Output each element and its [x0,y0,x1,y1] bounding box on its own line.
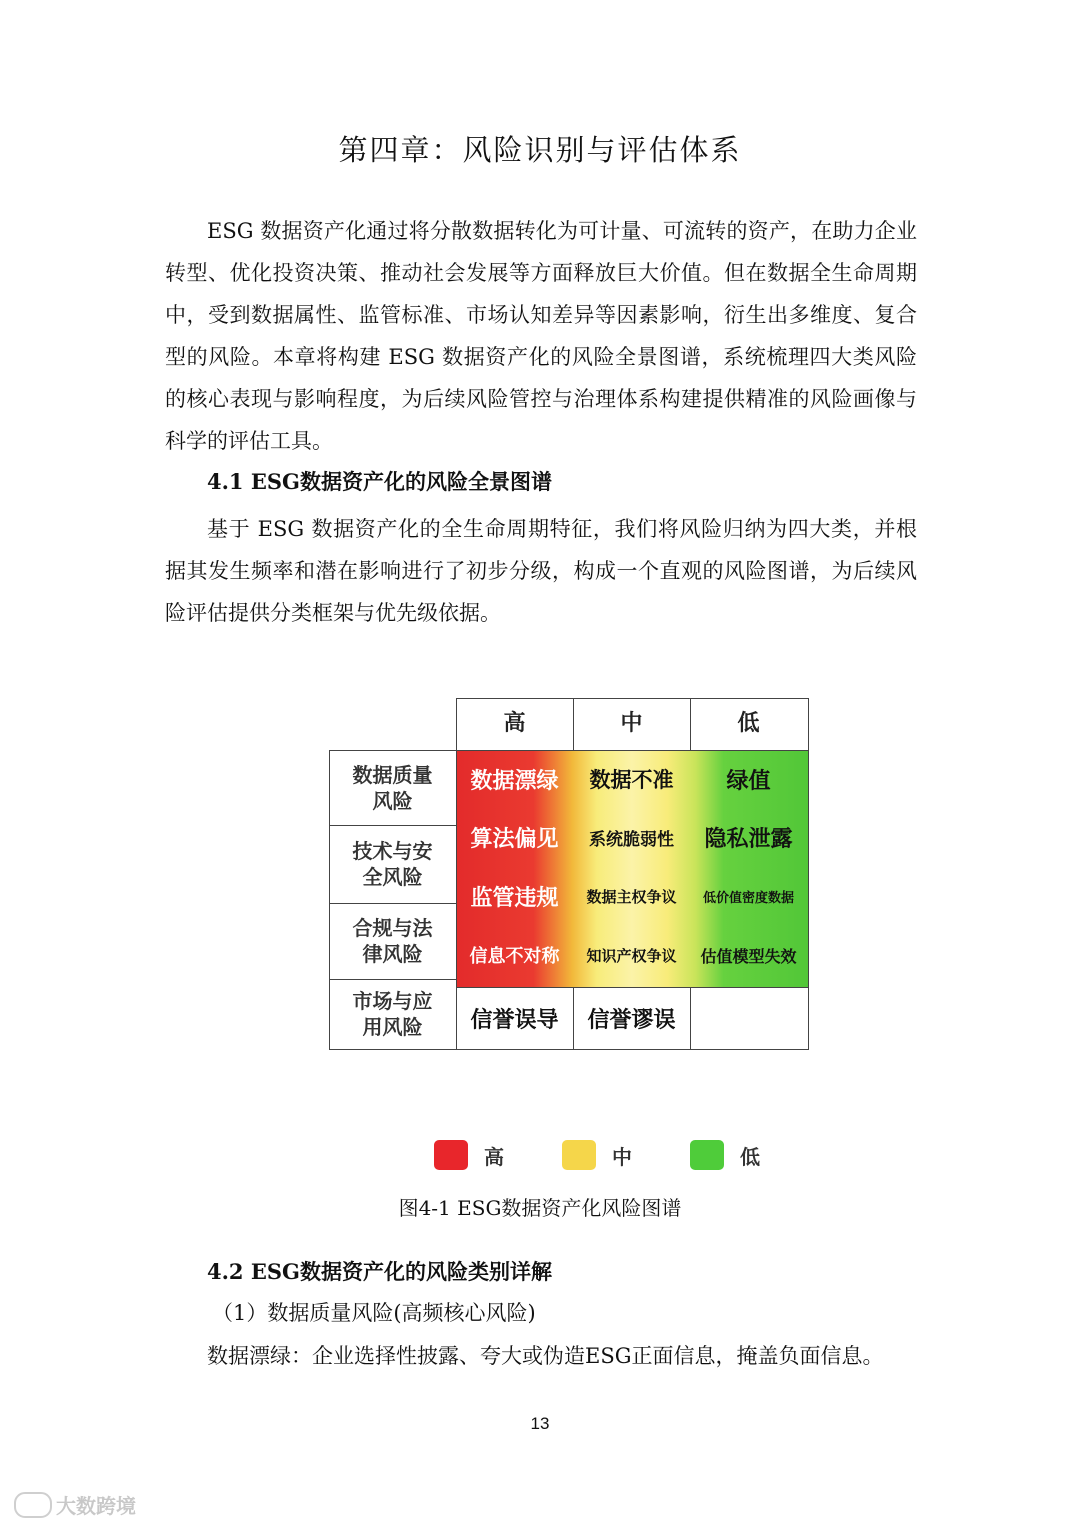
legend-swatch-high [434,1140,468,1170]
risk-cell: 系统脆弱性 [589,829,674,850]
intro-paragraph: ESG 数据资产化通过将分散数据转化为可计量、可流转的资产，在助力企业转型、优化投资决策、推动社会发展等方面释放巨大价值。但在数据全生命周期中，受到数据属性、监管标准、市场认知差异等因素影响，衍生出多维度、复合型的风险。本章将构建 ESG 数据资产化的风险全景图谱，系统梳理四大类风险的核心表现与影响程度，为后续风险管控与治理体系构建提供精准的风险画像与科学的评估工具。 [165,219,917,453]
grid-line [690,698,691,750]
risk-cell: 绿值 [726,768,771,794]
grid-line [456,987,809,988]
risk-legend [434,1140,818,1170]
figure-caption: 图4-1 ESG数据资产化风险图谱 [398,1196,682,1220]
row-header-data-quality: 数据质量 风险 [352,762,433,813]
grid-line [573,987,574,1050]
section-4-2-heading: 4.2 ESG数据资产化的风险类别详解 [207,1259,552,1284]
section-4-1-paragraph: 基于 ESG 数据资产化的全生命周期特征，我们将风险归纳为四大类，并根据其发生频率和潜在影响进行了初步分级，构成一个直观的风险图谱，为后续风险评估提供分类框架与优先级依据。 [165,517,917,625]
grid-line [329,979,456,980]
legend-label-medium: 中 [612,1144,632,1169]
risk-cell: 数据主权争议 [586,887,677,906]
risk-cell: 估值模型失效 [700,946,797,966]
grid-line [690,987,691,1050]
risk-matrix [329,697,810,1050]
watermark-text: 大数跨境 [56,1494,136,1518]
legend-swatch-low [690,1140,724,1170]
risk-cell: 数据不准 [589,768,674,792]
risk-cell: 监管违规 [470,885,559,911]
section-4-1-heading: 4.1 ESG数据资产化的风险全景图谱 [207,469,552,494]
page-number: 13 [530,1414,550,1433]
grid-line [329,750,809,751]
grid-line [329,1049,809,1050]
grid-line [456,698,809,699]
watermark-logo-icon [14,1492,52,1518]
column-header-medium: 中 [620,711,643,736]
risk-cell: 数据漂绿 [470,768,559,794]
risk-cell: 算法偏见 [470,826,559,852]
subsection-heading: （1）数据质量风险(高频核心风险) [212,1301,536,1325]
risk-cell: 隐私泄露 [704,826,793,852]
watermark [14,1490,136,1519]
grid-line [456,698,457,1050]
row-header-market-application: 市场与应 用风险 [352,989,433,1039]
column-header-high: 高 [503,711,526,736]
legend-swatch-medium [562,1140,596,1170]
risk-cell: 知识产权争议 [586,946,677,965]
risk-cell: 信誉谬误 [573,987,690,1049]
grid-line [808,698,809,1050]
chapter-title: 第四章：风险识别与评估体系 [338,133,742,167]
row-header-tech-security: 技术与安 全风险 [352,839,433,889]
grid-line [329,750,330,1050]
risk-cell [690,987,807,1049]
legend-label-high: 高 [484,1144,504,1169]
grid-line [573,698,574,750]
risk-cell: 低价值密度数据 [702,890,794,906]
legend-label-low: 低 [740,1144,760,1169]
grid-line [329,825,456,826]
risk-cell: 信息不对称 [469,946,560,967]
column-header-low: 低 [737,711,760,736]
risk-cell: 信誉误导 [456,987,573,1049]
body-line: 数据漂绿：企业选择性披露、夸大或伪造ESG正面信息，掩盖负面信息。 [207,1344,884,1368]
grid-line [329,903,456,904]
row-header-compliance-legal: 合规与法 律风险 [352,916,433,966]
